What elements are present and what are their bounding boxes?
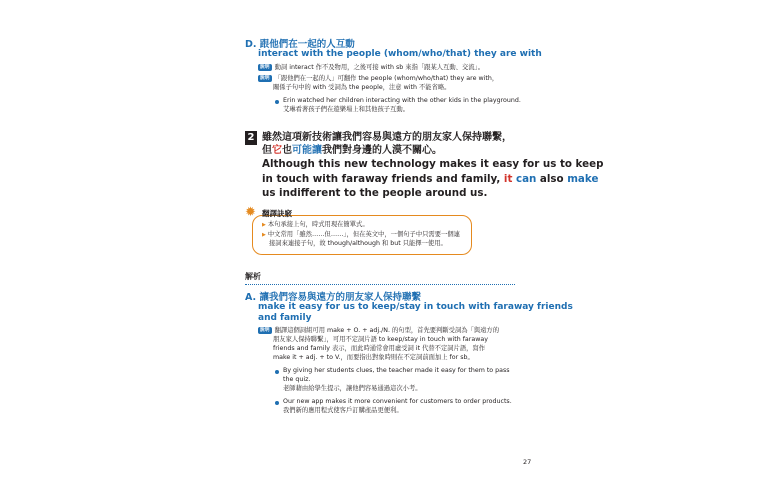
tips-item1 xyxy=(262,220,369,230)
section-d-title: D. 跟他們在一起的人互動 xyxy=(245,39,355,50)
note-tag: 說明 xyxy=(260,76,270,81)
question2-zh-line1: 雖然這項新技術讓我們容易與遠方的朋友家人保持聯繫， xyxy=(262,132,512,143)
example2-zh: 我們新的應用程式使客戶訂購產品更便利。 xyxy=(283,407,403,414)
tips-item2-line2: 接詞來連接子句，故 though/although 和 but 只能擇一使用。 xyxy=(269,240,447,247)
zh-line2-mid: 也 xyxy=(282,145,292,156)
section-d-example-zh: 艾琳看著孩子們在遊樂場上和其他孩子互動。 xyxy=(283,106,409,113)
note-tag: 說明 xyxy=(260,65,270,70)
dotted-divider xyxy=(245,284,515,285)
section-d-subtitle-post: ) they are with xyxy=(466,49,542,59)
analysis-note-line3: friends and family 表示，而此時通常會用虛受詞 it 代替不定詞片語，寫作 xyxy=(273,345,486,352)
analysis-note-line4: make it + adj. + to V.，而要指出對象時則在不定詞前面加上 for sb。 xyxy=(273,354,474,361)
gear-icon: ✹ xyxy=(245,205,256,220)
section-d-subtitle-mid: whom/who/that xyxy=(387,49,467,59)
section-d-note1 xyxy=(258,63,484,72)
zh-line2-red: 它 xyxy=(272,145,282,156)
en-line2-pre: in touch with faraway friends and family, xyxy=(262,173,504,185)
analysis-a-sub2: and family xyxy=(258,313,312,323)
example1-en-line2: the quiz. xyxy=(283,376,311,383)
triangle-icon: ▶ xyxy=(262,222,266,228)
zh-line2-blue: 可能讓 xyxy=(292,145,322,156)
bullet-icon xyxy=(275,370,279,374)
tips-item2-line1: 中文常用「雖然……但……」，但在英文中，一個句子中只需要一個連 xyxy=(267,231,460,238)
question2-en-line1: Although this new technology makes it easy for us to keep xyxy=(262,158,604,170)
question2-zh-line2 xyxy=(262,144,442,158)
analysis-note-line2: 朋友家人保持聯繫」，可用不定詞片語 to keep/stay in touch with faraway xyxy=(273,336,488,343)
triangle-icon: ▶ xyxy=(262,232,266,238)
en-line2-blue1: can xyxy=(512,173,537,185)
example1-zh: 老師藉由給學生提示，讓他們容易通過這次小考。 xyxy=(283,385,422,392)
section-d-subtitle xyxy=(258,49,542,59)
analysis-heading: 解析 xyxy=(245,272,261,281)
bullet-icon xyxy=(275,100,279,104)
section-d-note2-line1: 「跟他們在一起的人」可翻作 the people (whom/who/that) they are with， xyxy=(274,75,499,82)
section-d-example-en: Erin watched her children interacting with the other kids in the playground. xyxy=(283,97,521,104)
en-line2-blue2: make xyxy=(567,173,599,185)
zh-line2-pre: 但 xyxy=(262,145,272,156)
en-line2-red: it xyxy=(503,173,513,185)
note-tag: 說明 xyxy=(260,328,270,333)
tips-item1-text: 本句承接上句，時式用現在簡單式。 xyxy=(267,221,369,228)
bullet-icon xyxy=(275,401,279,405)
analysis-a-sub1: make it easy for us to keep/stay in touch with faraway friends xyxy=(258,302,573,312)
analysis-a-title: A. 讓我們容易與遠方的朋友家人保持聯繫 xyxy=(245,292,421,303)
en-line2-mid: also xyxy=(536,173,568,185)
question2-en-line3: us indifferent to the people around us. xyxy=(262,187,488,199)
section-d-note2-line2: 關係子句中的 with 受詞為 the people，注意 with 不能省略。 xyxy=(273,84,451,91)
section-d-note1-text: 動詞 interact 作不及物用，之後可接 with sb 來指「跟某人互動、交流」。 xyxy=(274,64,484,71)
analysis-note-line1 xyxy=(258,326,499,335)
example2-en: Our new app makes it more convenient for customers to order products. xyxy=(283,398,512,405)
example1-en-line1: By giving her students clues, the teacher made it easy for them to pass xyxy=(283,367,510,374)
section-d-note2 xyxy=(258,74,498,83)
question2-en-line2 xyxy=(262,172,598,187)
analysis-note-line1-text: 翻譯這個詞組可用 make + O. + adj./N. 的句型，首先要判斷受詞為「與遠方的 xyxy=(274,327,500,334)
zh-line2-post: 我們對身邊的人漠不關心。 xyxy=(322,145,442,156)
page-number: 27 xyxy=(523,458,532,466)
section-d-subtitle-pre: interact with the people ( xyxy=(258,49,388,59)
question-number-badge: 2 xyxy=(245,131,257,145)
tips-title: 翻譯訣竅 xyxy=(262,209,292,218)
